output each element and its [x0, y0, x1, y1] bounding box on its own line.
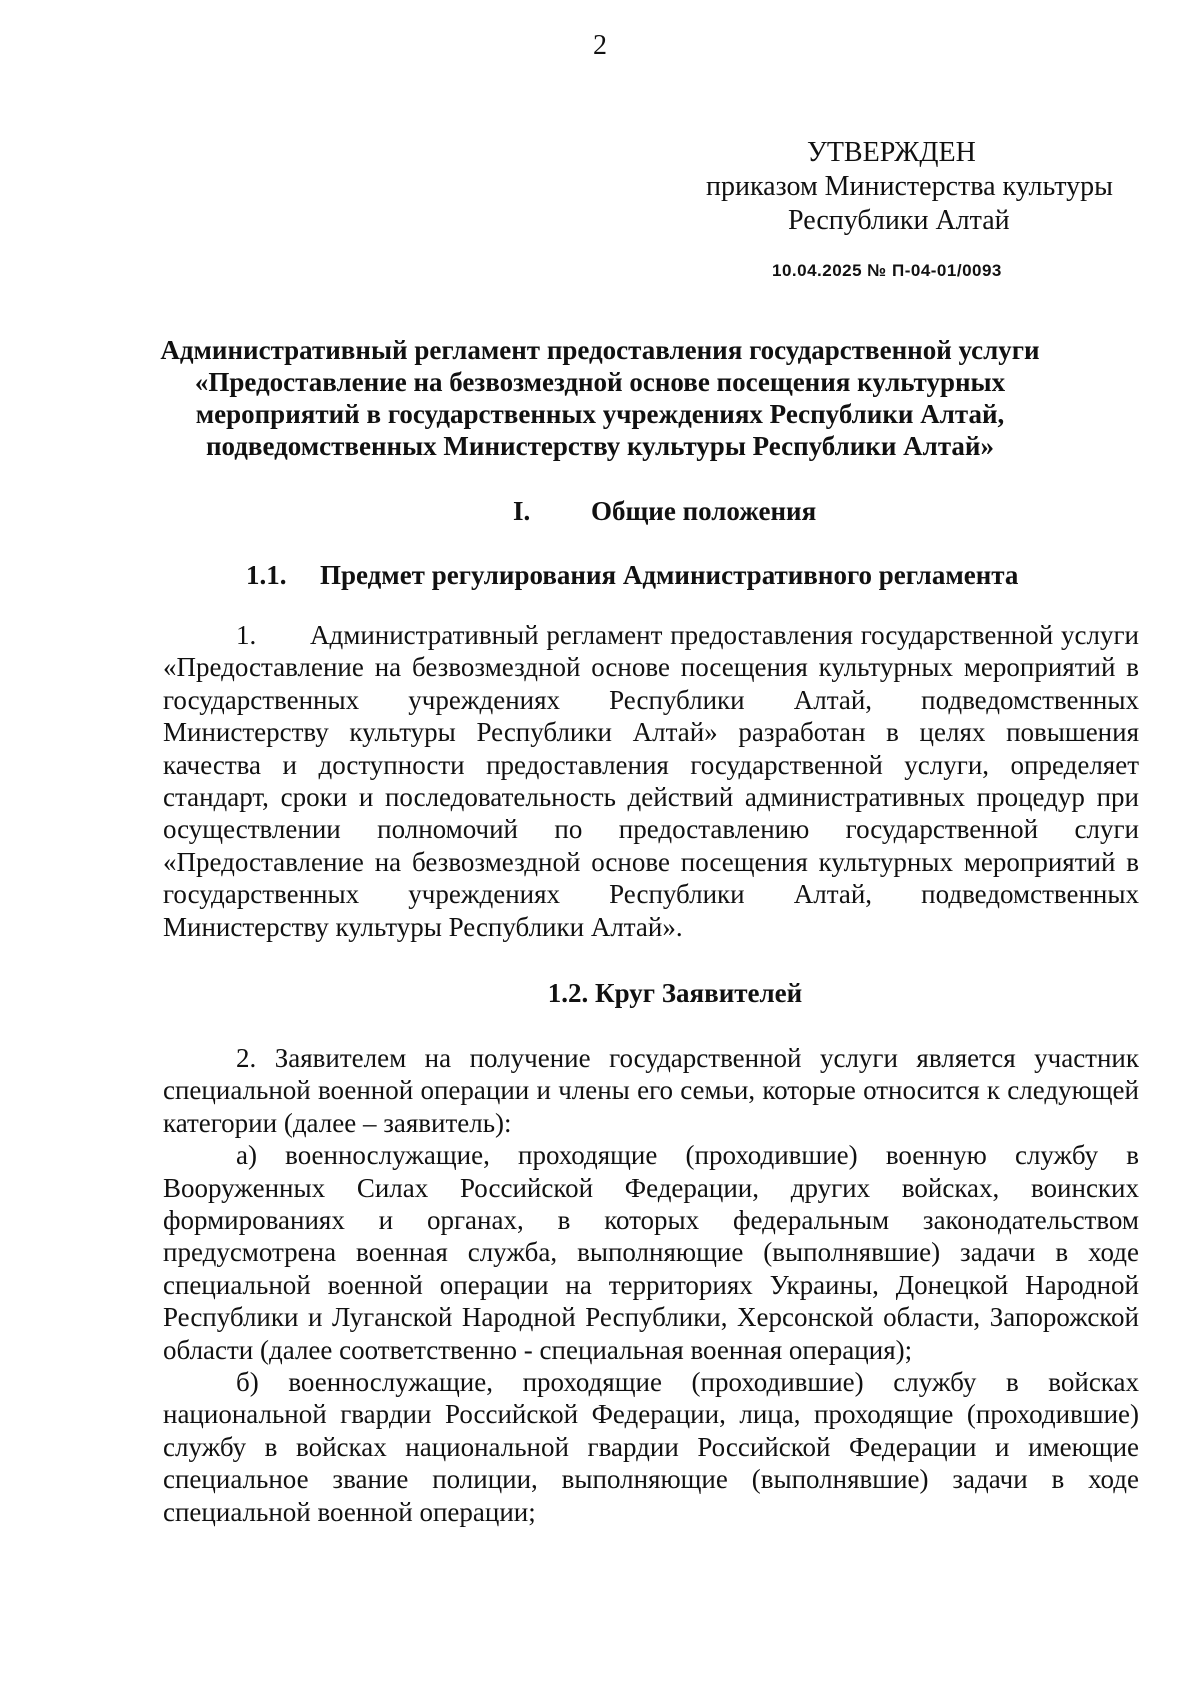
title-line: Административный регламент предоставления государственной услуги	[160, 335, 1040, 365]
approval-block	[640, 136, 1160, 288]
paragraph-2	[163, 1042, 1139, 1528]
list-item-b: б) военнослужащие, проходящие (проходившие) службу в войсках национальной гвардии Российской Федерации, лица, проходящие (проходившие) службу в войсках национальной гвардии Российской Федерации и имеющие специальное звание полиции, выполняющие (выполнявшие) задачи в ходе специальной военной операции;	[163, 1367, 1139, 1527]
section-number: I.	[513, 496, 531, 526]
document-title	[150, 334, 1050, 462]
list-item-a: а) военнослужащие, проходящие (проходившие) военную службу в Вооруженных Силах Российской Федерации, других войсках, воинских формированиях и органах, в которых федеральным законодательством предусмотрена военная служба, выполняющие (выполнявшие) задачи в ходе специальной военной операции на территориях Украины, Донецкой Народной Республики и Луганской Народной Республики, Херсонской области, Запорожской области (далее соответственно - специальная военная операция);	[163, 1140, 1139, 1365]
approval-order: приказом Министерства культуры	[706, 171, 1113, 202]
page-number: 2	[593, 30, 607, 61]
subsection-heading-applicants: 1.2. Круг Заявителей	[547, 978, 803, 1008]
section-title: Общие положения	[591, 496, 817, 526]
subsection-number: 1.1.	[246, 560, 287, 590]
title-line: «Предоставление на безвозмездной основе посещения культурных	[194, 367, 1006, 397]
title-line: мероприятий в государственных учреждениях Республики Алтай,	[195, 399, 1005, 429]
title-line: подведомственных Министерству культуры Республики Алтай»	[206, 431, 994, 461]
paragraph-text: Административный регламент предоставления государственной услуги «Предоставление на безвозмездной основе посещения культурных мероприятий в государственных учреждениях Республики Алтай, подведомственных Министерству культуры Республики Алтай» разработан в целях повышения качества и доступности предоставления государственной услуги, определяет стандарт, сроки и последовательность действий административных процедур при осуществлении полномочий по предоставлению государственной слуги «Предоставление на безвозмездной основе посещения культурных мероприятий в государственных учреждениях Республики Алтай, подведомственных Министерству культуры Республики Алтай».	[163, 620, 1139, 942]
approval-stamp-date-number: 10.04.2025 № П-04-01/0093	[772, 261, 1002, 280]
paragraph-1	[163, 619, 1139, 943]
subsection-title: Предмет регулирования Административного регламента	[320, 560, 1019, 590]
paragraph-intro: 2. Заявителем на получение государственной услуги является участник специальной военной операции и члены его семьи, которые относится к следующей категории (далее – заявитель):	[163, 1043, 1139, 1138]
paragraph-number: 1.	[236, 620, 257, 650]
approval-region: Республики Алтай	[788, 205, 1010, 236]
approval-status: УТВЕРЖДЕН	[807, 137, 976, 168]
